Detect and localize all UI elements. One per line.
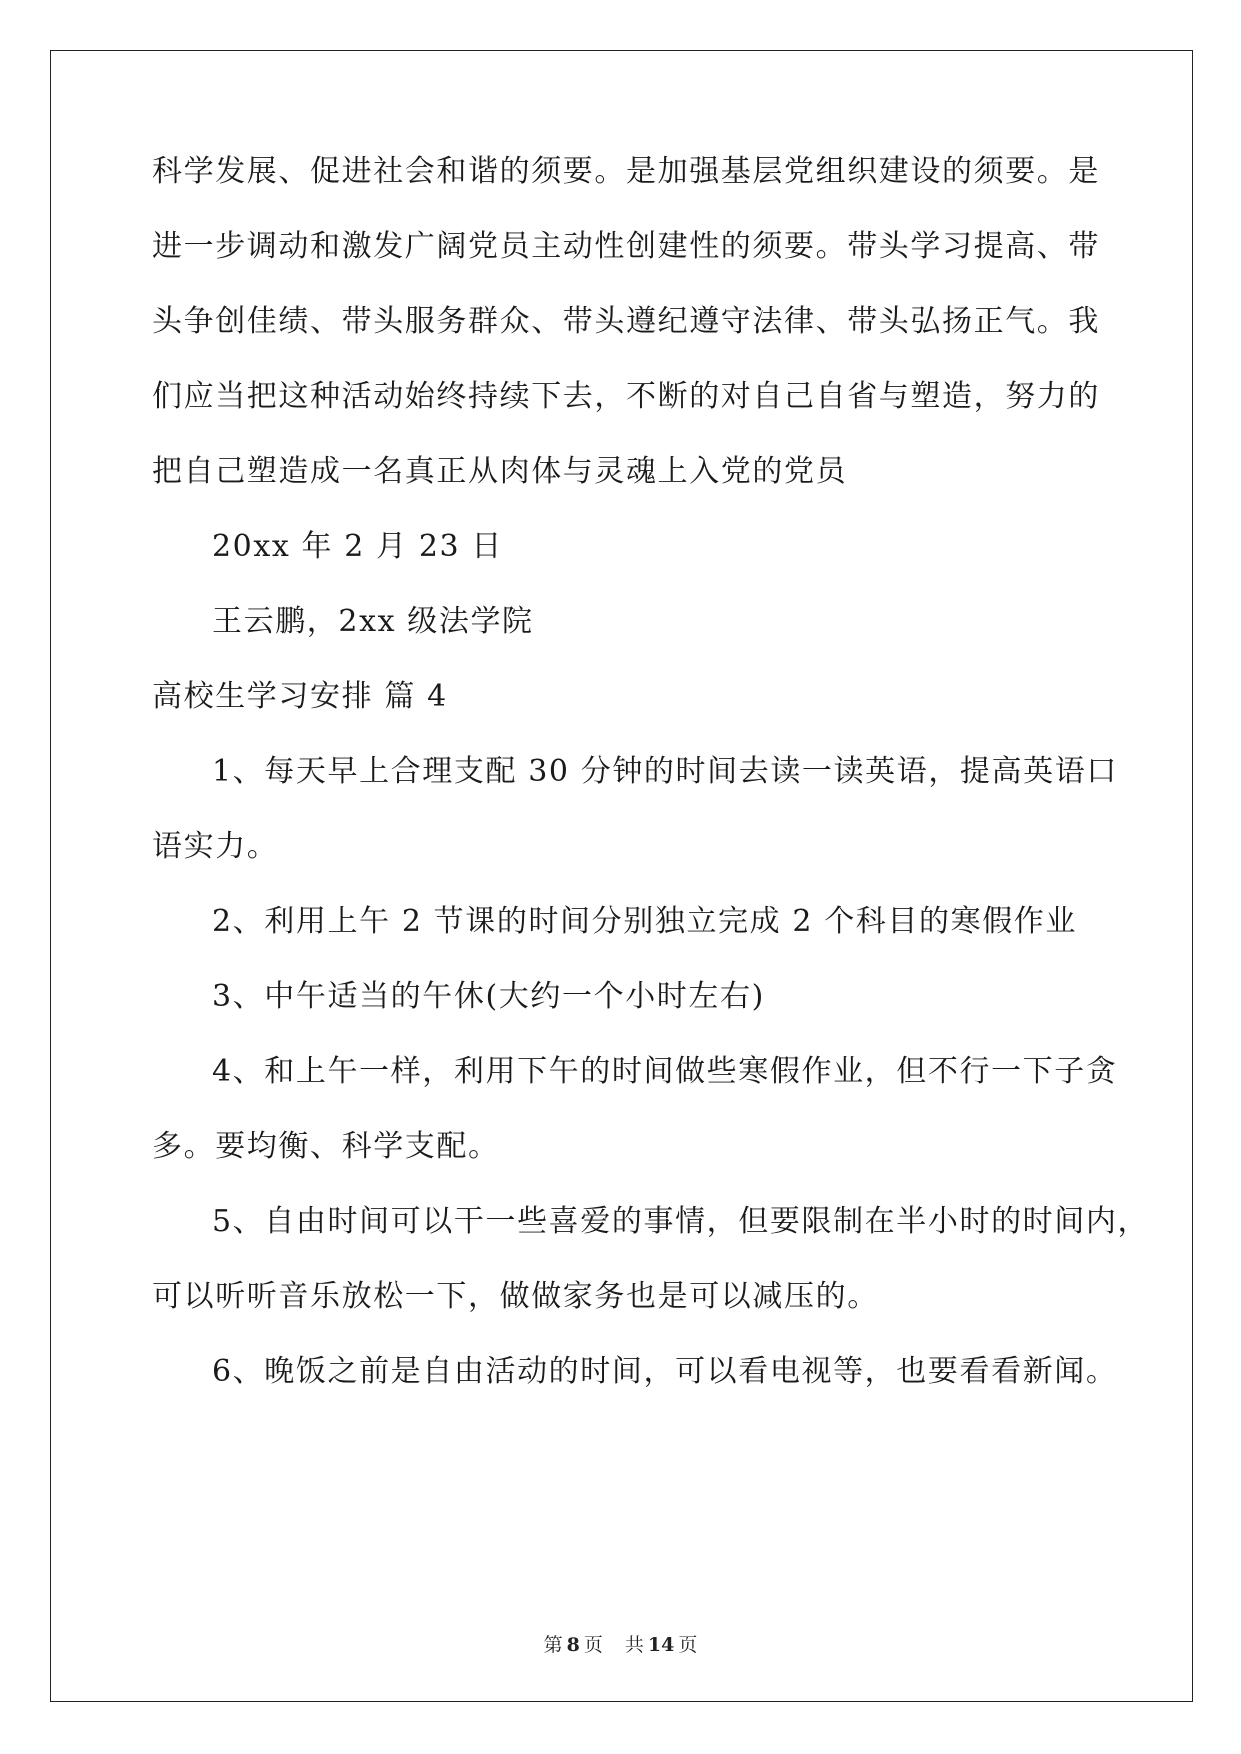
body-text-line: 进一步调动和激发广阔党员主动性创建性的须要。带头学习提高、带 [152,229,1100,264]
total-prefix: 共 [624,1634,644,1656]
body-text-line: 们应当把这种活动始终持续下去，不断的对自己自省与塑造，努力的 [152,379,1100,414]
signature-date: 20xx 年 2 月 23 日 [212,529,503,564]
list-item: 2、利用上午 2 节课的时间分别独立完成 2 个科目的寒假作业 [212,904,1078,939]
total-pages: 14 [647,1634,675,1656]
list-item: 5、自由时间可以干一些喜爱的事情，但要限制在半小时的时间内， [212,1204,1150,1239]
signature-author: 王云鹏，2xx 级法学院 [212,604,534,639]
page-prefix: 第 [543,1634,563,1656]
list-item-continuation: 多。要均衡、科学支配。 [152,1129,500,1164]
list-item: 3、中午适当的午休(大约一个小时左右) [212,979,765,1014]
page-total [621,1634,701,1656]
body-text-line: 科学发展、促进社会和谐的须要。是加强基层党组织建设的须要。是 [152,154,1100,189]
page-footer [0,1630,1241,1657]
list-item: 6、晚饭之前是自由活动的时间，可以看电视等，也要看看新闻。 [212,1354,1118,1389]
page-border [50,50,1193,1702]
list-item-continuation: 语实力。 [152,829,279,864]
current-page: 8 [566,1634,580,1656]
list-item-continuation: 可以听听音乐放松一下，做做家务也是可以减压的。 [152,1279,879,1314]
section-heading: 高校生学习安排 篇 4 [152,679,448,714]
body-text-line: 头争创佳绩、带头服务群众、带头遵纪遵守法律、带头弘扬正气。我 [152,304,1100,339]
list-item: 4、和上午一样，利用下午的时间做些寒假作业，但不行一下子贪 [212,1054,1118,1089]
list-item: 1、每天早上合理支配 30 分钟的时间去读一读英语，提高英语口 [212,754,1118,789]
body-text-line: 把自己塑造成一名真正从肉体与灵魂上入党的党员 [152,454,848,489]
page-suffix: 页 [583,1634,603,1656]
total-suffix: 页 [678,1634,698,1656]
page-number [540,1634,607,1656]
